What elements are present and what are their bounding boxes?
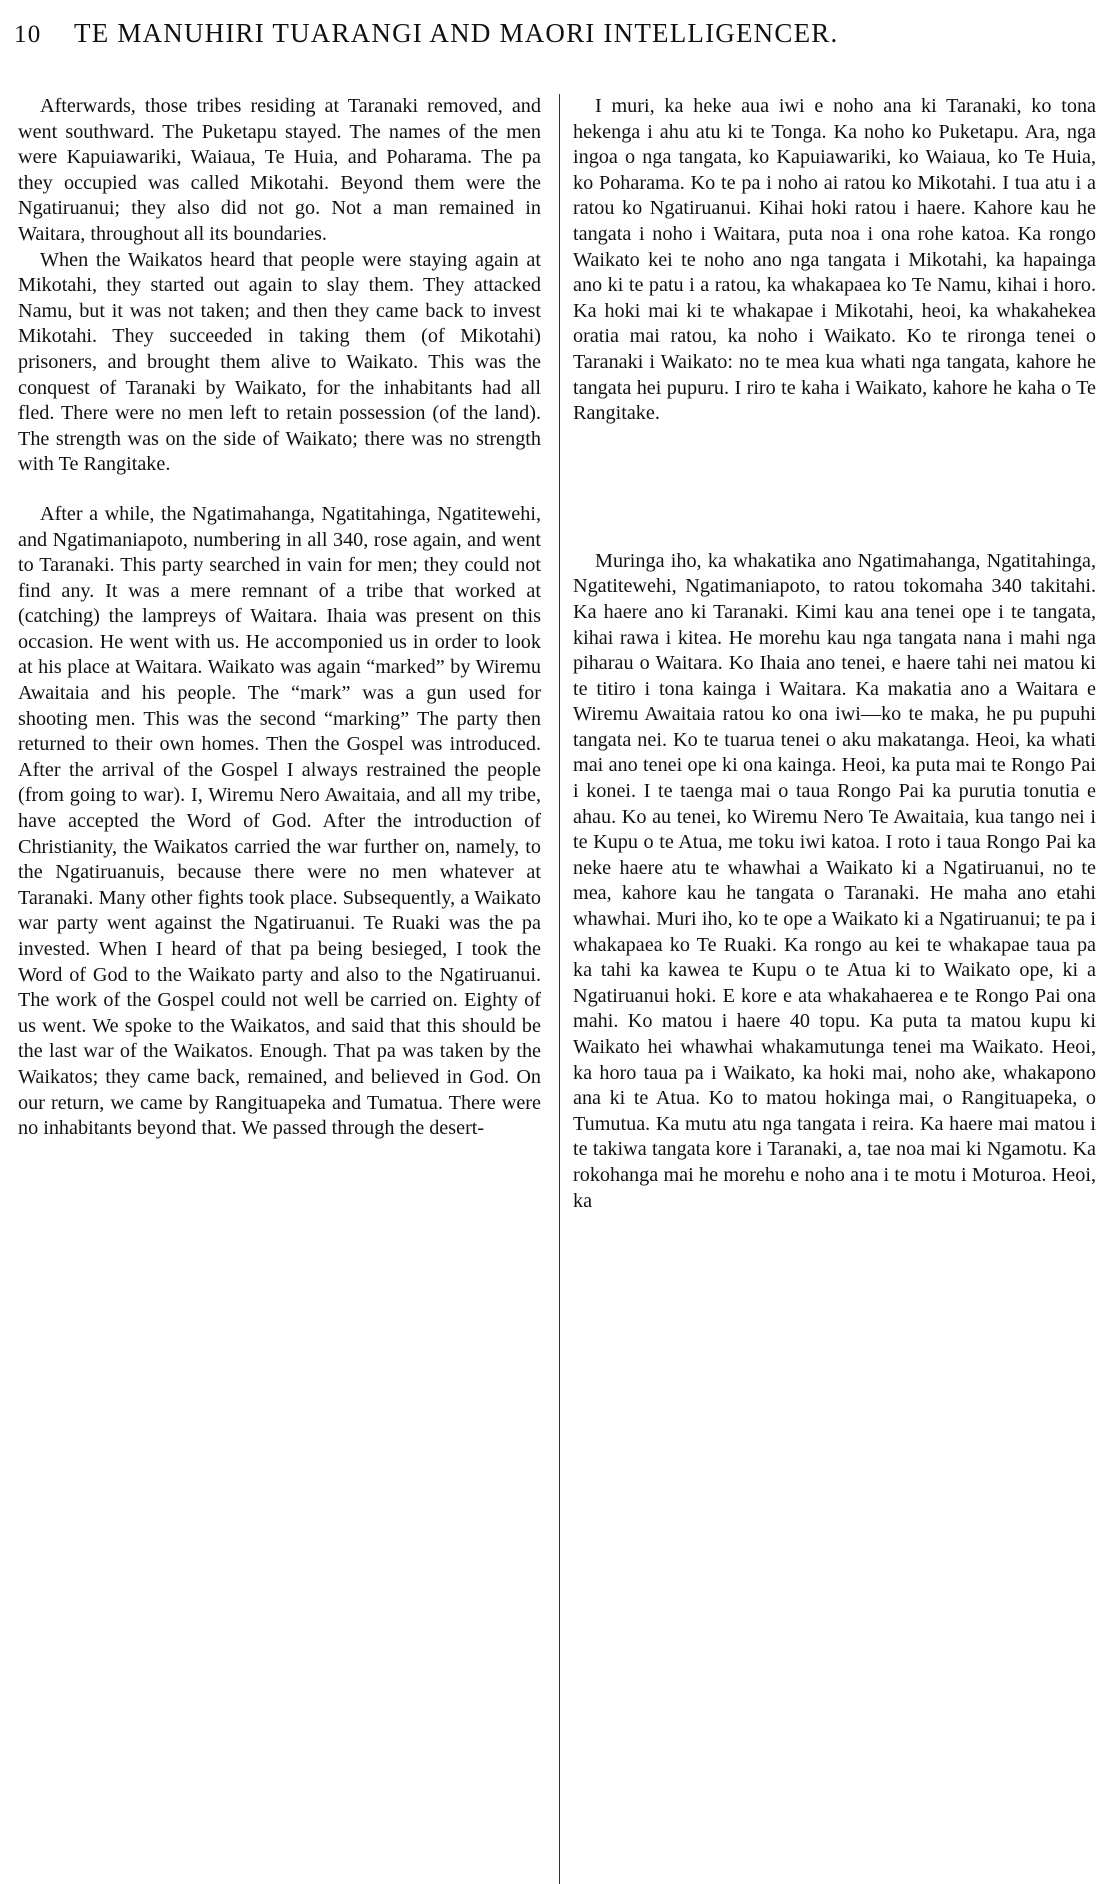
maori-paragraph-2: Muringa iho, ka whakatika ano Ngatimahanga, Ngatitahinga, Ngatitewehi, Ngatimaniapoto, to ratou tokomaha 340 takitahi. Ka haere ano ki Taranaki. Kimi kau ana tenei ope i te tangata, kihai rawa i kitea. He morehu kau nga tangata nana i mahi nga piharau o Waitara. Ko Ihaia ano tenei, e haere tahi nei matou ki te titiro i tona kainga i Waitara. Ka makatia ano a Waitara e Wiremu Awaitaia ratou ko ona iwi—ko te maka, he pu pupuhi tangata nei. Ko te tuarua tenei o aku makatanga. Heoi, ka whati mai ano tenei ope ki ona kainga. Heoi, ka puta mai te Rongo Pai i konei. I te taenga mai o taua Rongo Pai ka purutia tonutia e ahau. Ko au tenei, ko Wiremu Nero Te Awaitaia, kua tango nei i te Kupu o te Atua, me toku iwi katoa. I roto i taua Rongo Pai ka neke haere atu te whawhai a Waikato ki a Ngatiruanui, no te mea, kahore kau he tangata o Taranaki. He maha ano etahi whawhai. Muri iho, ko te ope a Waikato ki a Ngatiruanui; te pa i whakapaea ko Te Ruaki. Ka rongo au kei te whakapae taua pa ka tahi ka kawea te Kupu o te Atua ki to Waikato ope, ki a Ngatiruanui hoki. E kore e ata whakahaerea e te Rongo Pai ona mahi. Ko matou i haere 40 topu. Ka puta ta matou kupu ki Waikato hei whawhai whakamutunga tenei ma Waikato. Heoi, ka horo taua pa i Waikato, ka hoki mai, noho ake, whakapono ana ki te Atua. Ko to matou hokinga mai, o Rangituapeka, o Tumutua. Ka mutu atu nga tangata i reira. Ka haere mai matou i te takiwa tangata kore i Taranaki, a, tae noa mai ki Ngamotu. Ka rokohanga mai he morehu e noho ana i te motu i Moturoa. Heoi, ka: [573, 549, 1096, 1212]
english-column: [14, 94, 541, 1214]
column-divider: [559, 94, 560, 1884]
english-paragraph-3: After a while, the Ngatimahanga, Ngatitahinga, Ngatitewehi, and Ngatimaniapoto, numbering in all 340, rose again, and went to Taranaki. This party searched in vain for men; they could not find any. It was a mere remnant of a tribe that worked at (catching) the lampreys of Waitara. Ihaia was present on this occasion. He went with us. He accomponied us in order to look at his place at Waitara. Waikato was again “marked” by Wiremu Awaitaia and his people. The “mark” was a gun used for shooting men. This was the second “marking” The party then returned to their own homes. Then the Gospel was introduced. After the arrival of the Gospel I always restrained the people (from going to war). I, Wiremu Nero Awaitaia, and all my tribe, have accepted the Word of God. After the introduction of Christianity, the Waikatos carried the war further on, namely, to the Ngatiruanuis, because there were no men whatever at Taranaki. Many other fights took place. Subsequently, a Waikato war party went against the Ngatiruanui. Te Ruaki was the pa invested. When I heard of that pa being besieged, I took the Word of God to the Waikato party and also to the Ngatiruanui. The work of the Gospel could not well be carried on. Eighty of us went. We spoke to the Waikatos, and said that this should be the last war of the Waikatos. Enough. That pa was taken by the Waikatos; they came back, remained, and believed in God. On our return, we came by Rangituapeka and Tumatua. There were no inhabitants beyond that. We passed through the desert-: [18, 502, 541, 1140]
section-gap: [573, 427, 1096, 549]
page-number: 10: [14, 21, 42, 48]
two-column-body: [14, 94, 1100, 1214]
running-title: TE MANUHIRI TUARANGI AND MAORI INTELLIGENCER.: [74, 18, 839, 48]
english-paragraph-2: When the Waikatos heard that people were staying again at Mikotahi, they started out again to slay them. They attacked Namu, but it was not taken; and then they came back to invest Mikotahi. They succeeded in taking them (of Mikotahi) prisoners, and brought them alive to Waikato. This was the conquest of Taranaki by Waikato, for the inhabitants had all fled. There were no men left to retain possession (of the land). The strength was on the side of Waikato; there was no strength with Te Rangitake.: [18, 248, 541, 476]
maori-column: [573, 94, 1100, 1214]
page-header: [14, 18, 1100, 52]
maori-paragraph-1: I muri, ka heke aua iwi e noho ana ki Taranaki, ko tona hekenga i ahu atu ki te Tonga. Ka noho ko Puketapu. Ara, nga ingoa o nga tangata, ko Kapuiawariki, ko Waiaua, ko Te Huia, ko Poharama. Ko te pa i noho ai ratou ko Mikotahi. I tua atu i a ratou ko Ngatiruanui. Kihai hoki ratou i haere. Kahore kau he tangata i noho i Waitara, puta noa i ona rohe katoa. Ka rongo Waikato kei te noho ano nga tangata i Mikotahi, ka hapainga ano ki te patu i a ratou, ka whakapaea ko Te Namu, kihai i horo. Ka hoki mai ki te whakapae i Mikotahi, heoi, ka whakahekea oratia mai ratou, ka noho i Waikato. Ko te rironga tenei o Taranaki i Waikato: no te mea kua whati nga tangata, kahore he tangata hei pupuru. I riro te kaha i Waikato, kahore he kaha o Te Rangitake.: [573, 95, 1096, 425]
section-gap: [18, 478, 541, 502]
english-paragraph-1: Afterwards, those tribes residing at Taranaki removed, and went southward. The Puketapu stayed. The names of the men were Kapuiawariki, Waiaua, Te Huia, and Poharama. The pa they occupied was called Mikotahi. Beyond them were the Ngatiruanui; they also did not go. Not a man remained in Waitara, throughout all its boundaries.: [18, 95, 541, 245]
